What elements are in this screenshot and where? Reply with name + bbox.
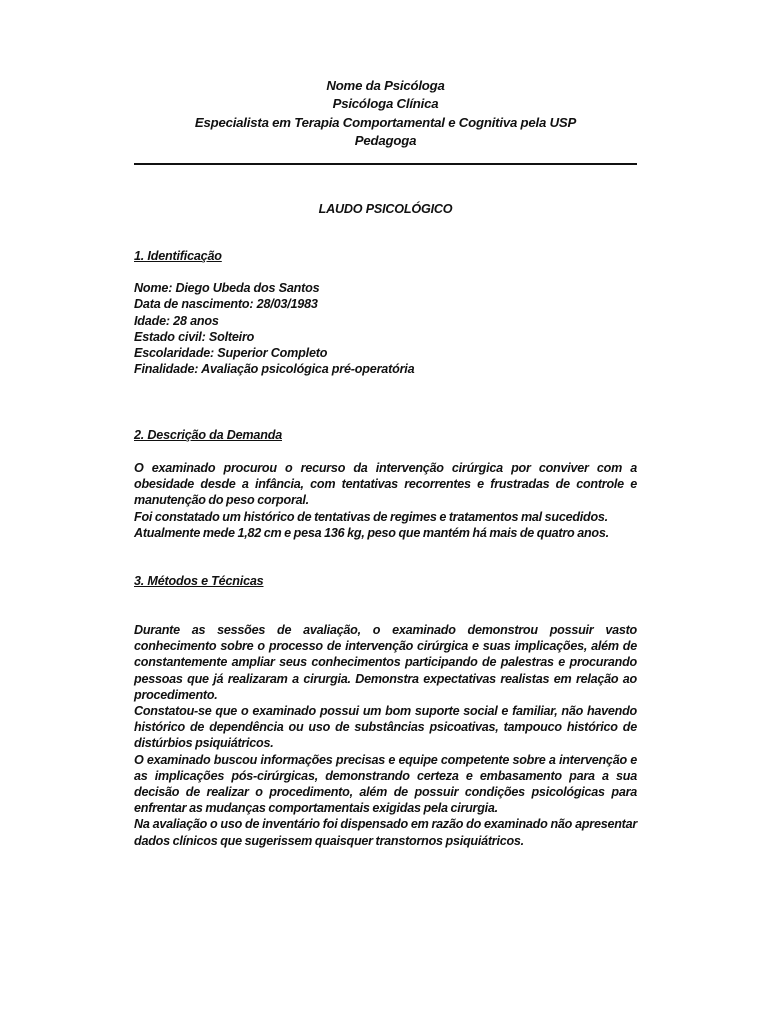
section-heading-methods: 3. Métodos e Técnicas	[134, 574, 264, 588]
methods-paragraph: O examinado buscou informações precisas e equipe competente sobre a intervenção e as implicações pós-cirúrgicas, demonstrando certeza e embasamento para a sua decisão de realizar o procedimento, além de possuir condições psicológicas para enfrentar as mudanças comportamentais exigidas pela cirurgia.	[134, 752, 637, 816]
identification-list	[134, 280, 414, 378]
methods-paragraph: Durante as sessões de avaliação, o examinado demonstrou possuir vasto conhecimento sobre o processo de intervenção cirúrgica e suas implicações, além de constantemente ampliar seus conhecimentos participando de palestras e procurando pessoas que já realizaram a cirurgia. Demonstra expectativas realistas em relação ao procedimento.	[134, 623, 637, 702]
identification-name: Nome: Diego Ubeda dos Santos	[134, 281, 320, 295]
psychologist-title: Psicóloga Clínica	[332, 96, 439, 112]
identification-age: Idade: 28 anos	[134, 313, 219, 328]
psychologist-second-profession: Pedagoga	[354, 132, 417, 148]
demand-paragraph: Foi constatado um histórico de tentativas de regimes e tratamentos mal sucedidos.	[134, 509, 608, 524]
letterhead	[134, 77, 637, 150]
psychologist-specialization: Especialista em Terapia Comportamental e Cognitiva pela USP	[194, 114, 577, 130]
methods-paragraph: Constatou-se que o examinado possui um bom suporte social e familiar, não havendo histórico de dependência ou uso de substâncias psicoativas, tampouco histórico de distúrbios psiquiátricos.	[134, 704, 637, 751]
document-title: LAUDO PSICOLÓGICO	[318, 202, 453, 216]
demand-paragraph: O examinado procurou o recurso da intervenção cirúrgica por conviver com a obesidade desde a infância, com tentativas recorrentes e frustradas de controle e manutenção do peso corporal.	[134, 461, 637, 508]
demand-paragraph: Atualmente mede 1,82 cm e pesa 136 kg, peso que mantém há mais de quatro anos.	[134, 525, 609, 540]
identification-marital-status: Estado civil: Solteiro	[134, 329, 255, 344]
section-heading-demand: 2. Descrição da Demanda	[134, 428, 282, 442]
section-heading-identification: 1. Identificação	[134, 249, 222, 263]
header-divider	[134, 163, 637, 165]
identification-birth-date: Data de nascimento: 28/03/1983	[134, 297, 318, 312]
identification-education: Escolaridade: Superior Completo	[134, 346, 328, 361]
identification-purpose: Finalidade: Avaliação psicológica pré-operatória	[134, 362, 415, 377]
demand-text	[134, 460, 637, 541]
psychologist-name: Nome da Psicóloga	[326, 78, 445, 93]
methods-paragraph: Na avaliação o uso de inventário foi dispensado em razão do examinado não apresentar dados clínicos que sugerissem quaisquer transtornos psiquiátricos.	[134, 817, 637, 848]
methods-text	[134, 622, 637, 849]
